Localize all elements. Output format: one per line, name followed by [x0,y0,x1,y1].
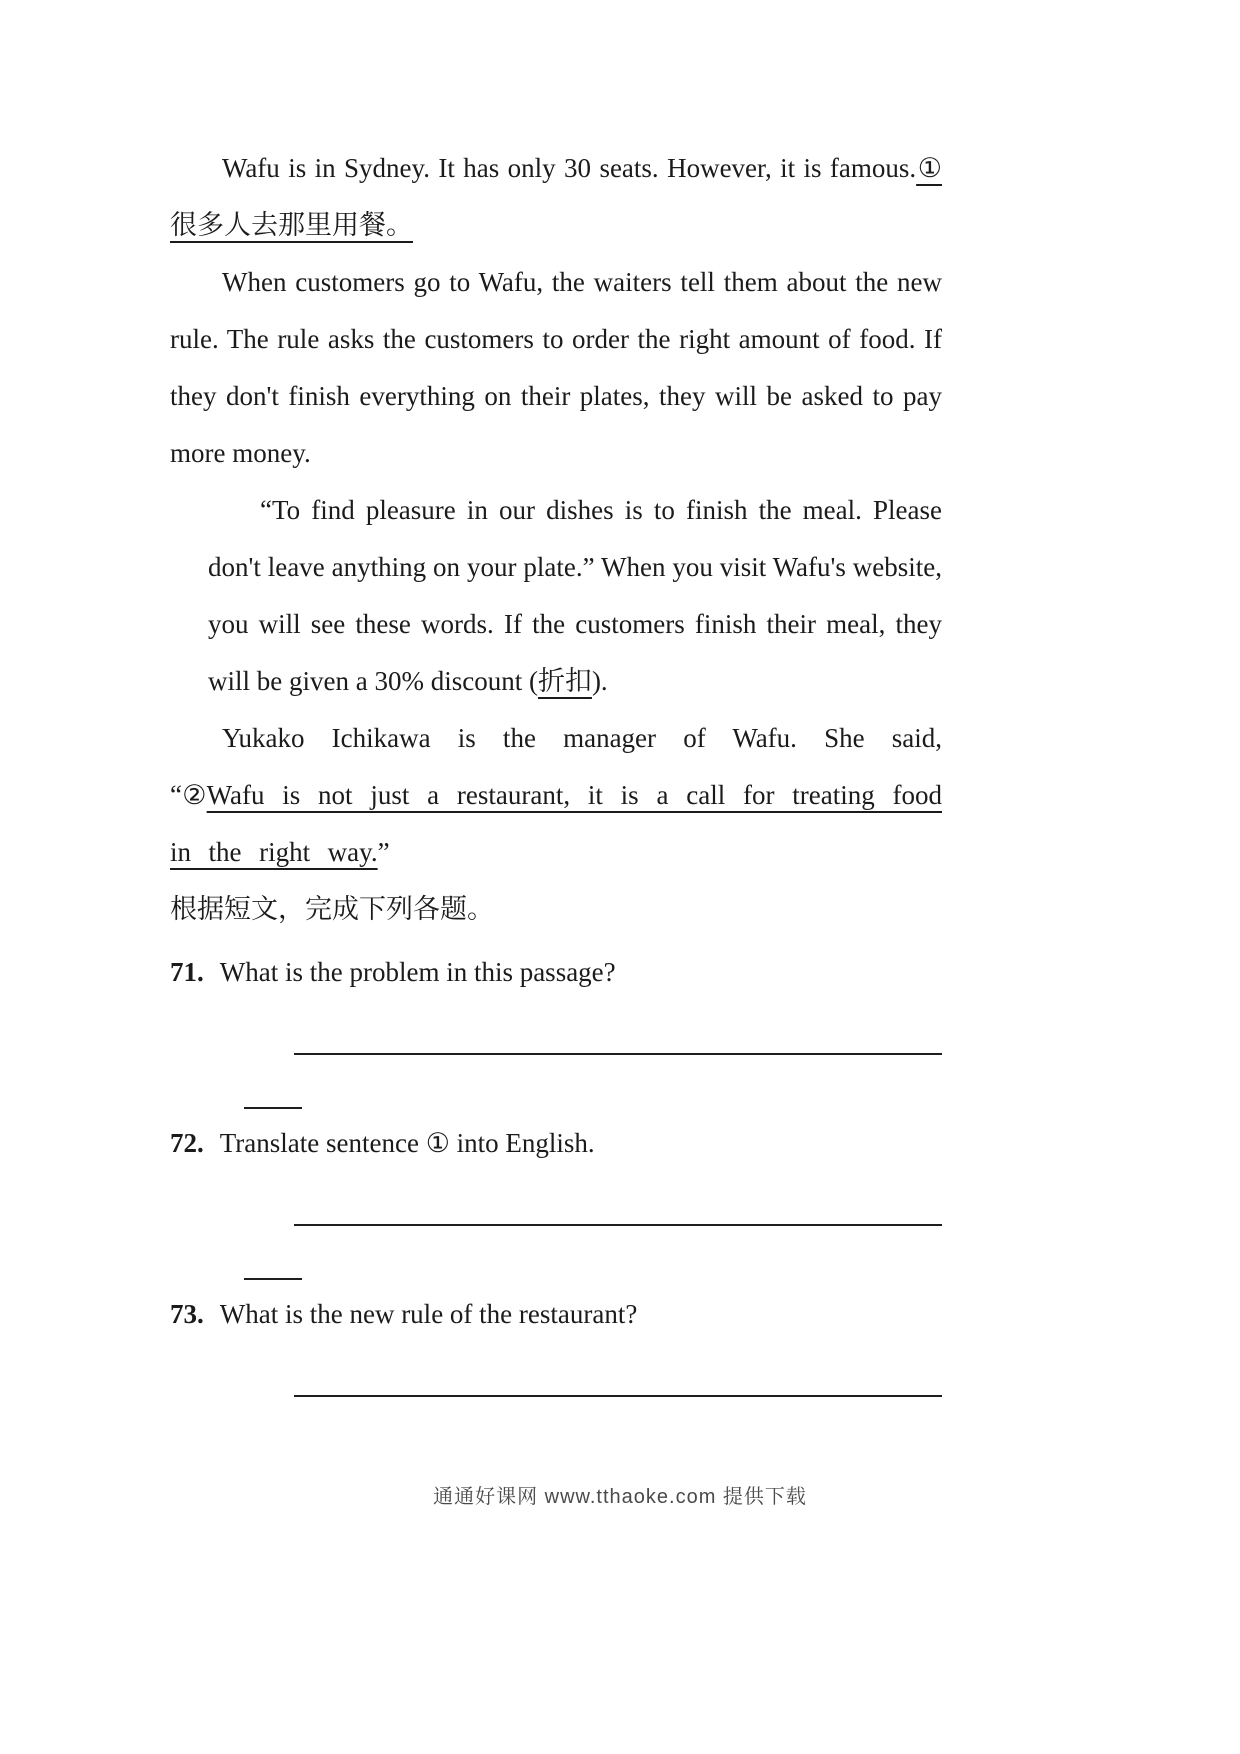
paragraph-5 [170,881,942,938]
question-number: 71. [170,957,204,987]
answer-blank-short [244,1226,302,1280]
content-area [170,140,942,1397]
text-run: Yukako Ichikawa is the manager of Wafu. She said, “② [170,723,942,810]
question-text: Translate sentence ① into English. [219,1128,595,1158]
question-text-line [170,1286,942,1343]
question-text-line [170,944,942,1001]
question-text-line [170,1115,942,1172]
page-footer [0,1480,1240,1509]
question-71 [170,944,942,1109]
question-text: What is the problem in this passage? [219,957,616,987]
question-number: 72. [170,1128,204,1158]
question-73 [170,1286,942,1397]
text-run: Wafu is in Sydney. It has only 30 seats. However, it is famous. [222,153,917,183]
text-run: “To find pleasure in our dishes is to finish the meal. Please don't leave anything on your plate.” When you visit Wafu's website, you will see these words. If the customers finish their meal, they will be given a 30% discount ( [208,495,942,696]
answer-blank-long [294,1001,942,1055]
paragraph-3 [208,482,942,710]
paragraph-2 [170,254,942,482]
text-run: When customers go to Wafu, the waiters tell them about the new rule. The rule asks the customers to order the right amount of food. If they don't finish everything on their plates, they will be asked to pay more money. [170,267,942,468]
question-72 [170,1115,942,1280]
questions [170,944,942,1397]
paragraph-1 [170,140,942,254]
text-run: 根据短文，完成下列各题。 [170,894,494,924]
answer-blank-long [294,1343,942,1397]
question-number: 73. [170,1299,204,1329]
text-run: ). [591,666,608,696]
underlined-run: ①很多人去那里用餐。 [170,153,942,240]
footer-text: 通通好课网 www.tthaoke.com 提供下载 [433,1486,807,1508]
underlined-run: 折扣 [537,666,592,696]
answer-blank-long [294,1172,942,1226]
answer-blank-short [244,1055,302,1109]
passage [170,140,942,938]
underlined-run: Wafu is not just a restaurant, it is a call for treating food in the right way. [170,780,942,867]
question-text: What is the new rule of the restaurant? [219,1299,638,1329]
text-run: ” [377,837,390,867]
paragraph-4 [170,710,942,881]
